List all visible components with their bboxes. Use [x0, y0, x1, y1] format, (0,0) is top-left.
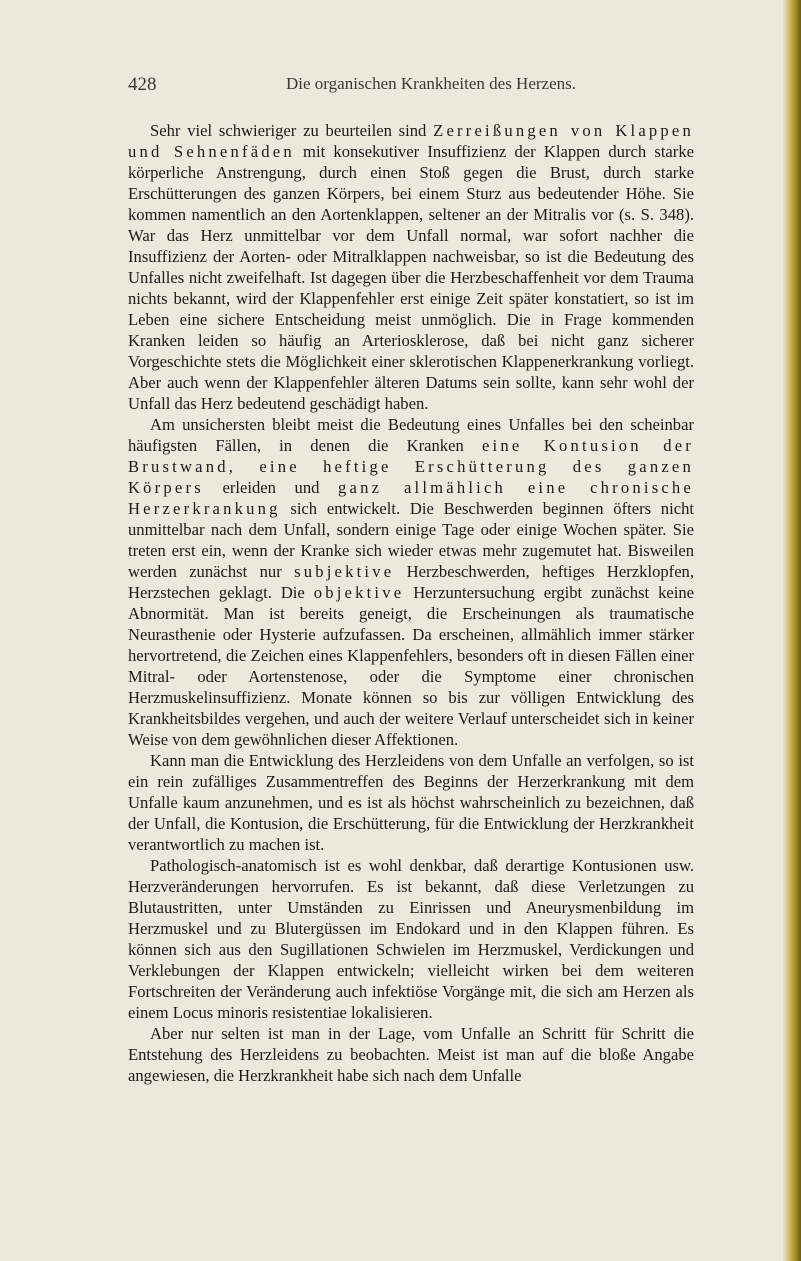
page-edge-shadow: [783, 0, 801, 1261]
running-title: Die organischen Krankheiten des Herzens.: [286, 74, 576, 93]
page-number: 428: [128, 74, 157, 95]
page-header: [128, 74, 728, 100]
spaced-emphasis: subjektive: [294, 562, 395, 581]
paragraph-2-text-c: sich entwickelt. Die Beschwerden beginnen öfters nicht unmittelbar nach dem Unfall, sondern einige Tage oder einige Wochen später. Sie treten erst ein, wenn der Kranke sich wieder etwas mehr zugemutet hat. Bisweilen werden zunächst nur: [128, 499, 694, 581]
spaced-emphasis: Zerreißungen von Klappen und Sehnenfäden: [128, 121, 694, 161]
paragraph-2: [128, 414, 694, 750]
spaced-emphasis: ganz allmählich eine chronische Herzerkrankung: [128, 478, 694, 518]
paragraph-5: Aber nur selten ist man in der Lage, vom Unfalle an Schritt für Schritt die Entstehung des Herzleidens zu beobachten. Meist ist man auf die bloße Angabe angewiesen, die Herzkrankheit habe sich nach dem Unfalle: [128, 1024, 694, 1085]
paragraph-1: [128, 120, 694, 414]
paragraph-2-text-a: Am unsichersten bleibt meist die Bedeutung eines Unfalles bei den scheinbar häufigsten Fällen, in denen die Kranken: [128, 415, 694, 455]
body-text: [128, 120, 694, 1086]
spaced-emphasis: objektive: [313, 583, 405, 602]
paragraph-3: Kann man die Entwicklung des Herzleidens von dem Unfalle an verfolgen, so ist ein rein zufälliges Zusammentreffen des Beginns der Herzerkrankung mit dem Unfalle kaum anzunehmen, und es ist als höchst wahrscheinlich zu bezeichnen, daß der Unfall, die Kontusion, die Erschütterung, für die Entwicklung der Herzkrankheit verantwortlich zu machen ist.: [128, 751, 694, 854]
paragraph-2-text-b: erleiden und: [203, 478, 339, 497]
paragraph-1-text-a: Sehr viel schwieriger zu beurteilen sind: [150, 121, 434, 140]
spaced-emphasis: eine Kontusion der Brustwand, eine heftige Erschütterung des ganzen Körpers: [128, 436, 694, 497]
paragraph-4: Pathologisch-anatomisch ist es wohl denkbar, daß derartige Kontusionen usw. Herzveränderungen hervorrufen. Es ist bekannt, daß diese Verletzungen zu Blutaustritten, unter Umständen zu Einrissen und Aneurysmenbildung im Herzmuskel und zu Blutergüssen im Endokard und in den Klappen führen. Es können sich aus den Sugillationen Schwielen im Herzmuskel, Verdickungen und Verklebungen der Klappen entwickeln; vielleicht wirken bei dem weiteren Fortschreiten der Veränderung auch infektiöse Vorgänge mit, die sich am Herzen als einem Locus minoris resistentiae lokalisieren.: [128, 856, 694, 1022]
paragraph-1-text-b: mit konsekutiver Insuffizienz der Klappen durch starke körperliche Anstrengung, durch einen Stoß gegen die Brust, durch starke Erschütterungen des ganzen Körpers, bei einem Sturz aus bedeutender Höhe. Sie kommen namentlich an den Aortenklappen, seltener an der Mitralis vor (s. S. 348). War das Herz unmittelbar vor dem Unfall normal, war sofort nachher die Insuffizienz der Aorten- oder Mitralklappen nachweisbar, so ist die Bedeutung des Unfalles nicht zweifelhaft. Ist dagegen über die Herzbeschaffenheit vor dem Trauma nichts bekannt, wird der Klappenfehler erst einige Zeit später konstatiert, so ist im Leben eine sichere Entscheidung meist unmöglich. Die in Frage kommenden Kranken leiden so häufig an Arteriosklerose, daß bei nicht ganz sicherer Vorgeschichte stets die Möglichkeit einer sklerotischen Klappenerkrankung vorliegt. Aber auch wenn der Klappenfehler älteren Datums sein sollte, kann sehr wohl der Unfall das Herz bedeutend geschädigt haben.: [128, 142, 694, 413]
paragraph-2-text-d: Herzbeschwerden, heftiges Herzklopfen, Herzstechen geklagt. Die: [128, 562, 694, 602]
paragraph-2-text-e: Herzuntersuchung ergibt zunächst keine Abnormität. Man ist bereits geneigt, die Erscheinungen als traumatische Neurasthenie oder Hysterie aufzufassen. Da erscheinen, allmählich immer stärker hervortretend, die Zeichen eines Klappenfehlers, besonders oft in diesen Fällen einer Mitral- oder Aortenstenose, oder die Symptome einer chronischen Herzmuskelinsuffizienz. Monate können so bis zur völligen Entwicklung des Krankheitsbildes vergehen, und auch der weitere Verlauf unterscheidet sich in keiner Weise von dem gewöhnlichen dieser Affektionen.: [128, 583, 694, 749]
